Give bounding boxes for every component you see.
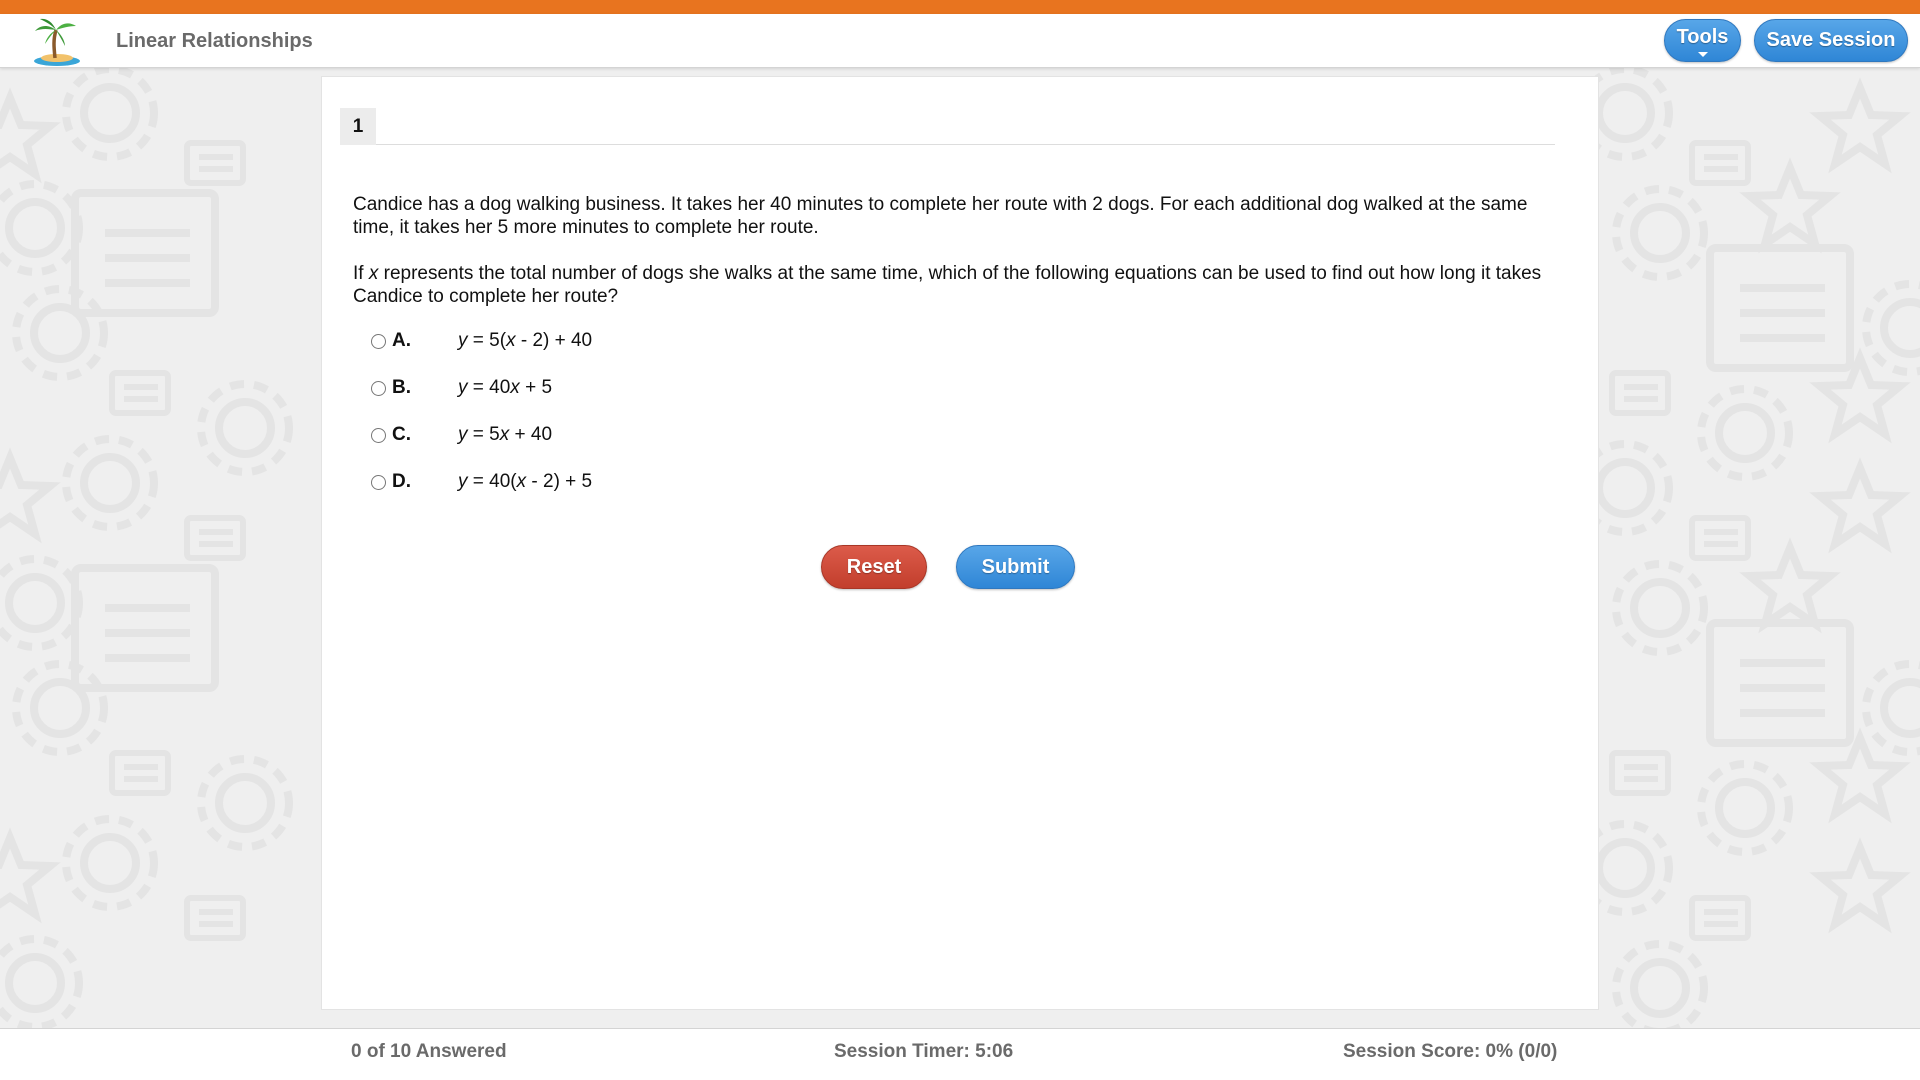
option-b-equation: y = 40x + 5 (458, 377, 553, 398)
option-a[interactable] (371, 330, 771, 377)
reset-button[interactable]: Reset (821, 545, 927, 589)
save-session-button[interactable]: Save Session (1754, 19, 1908, 62)
app-title: Linear Relationships (116, 30, 313, 52)
option-d-letter: D. (392, 471, 411, 492)
status-footer (0, 1028, 1920, 1080)
option-c[interactable] (371, 424, 771, 471)
tools-label: Tools (1676, 26, 1729, 48)
option-d[interactable] (371, 471, 771, 518)
question-paragraph-2: If x represents the total number of dogs she walks at the same time, which of the following equations can be used to find out how long it takes Candice to complete her route? (353, 263, 1542, 307)
tools-button[interactable] (1664, 19, 1741, 62)
answered-count: 0 of 10 Answered (351, 1041, 507, 1062)
session-timer: Session Timer: 5:06 (834, 1041, 1014, 1062)
option-a-radio[interactable] (371, 334, 386, 349)
session-score: Session Score: 0% (0/0) (1343, 1041, 1558, 1062)
option-a-equation: y = 5(x - 2) + 40 (458, 330, 593, 351)
top-accent-stripe (0, 0, 1920, 14)
palm-island-logo-icon (30, 16, 82, 66)
option-c-equation: y = 5x + 40 (458, 424, 553, 445)
option-b-radio[interactable] (371, 381, 386, 396)
question-tab-1[interactable]: 1 (340, 108, 376, 145)
submit-button[interactable]: Submit (956, 545, 1075, 589)
question-card (321, 76, 1599, 1010)
option-b[interactable] (371, 377, 771, 424)
question-text (353, 193, 1543, 331)
question-paragraph-1: Candice has a dog walking business. It takes her 40 minutes to complete her route with 2 dogs. For each additional dog walked at the same time, it takes her 5 more minutes to complete her route. (353, 194, 1528, 238)
option-a-letter: A. (392, 330, 411, 351)
option-b-letter: B. (392, 377, 411, 398)
option-d-radio[interactable] (371, 475, 386, 490)
app-header (0, 14, 1920, 68)
caret-down-icon (1698, 52, 1708, 57)
option-c-letter: C. (392, 424, 411, 445)
option-c-radio[interactable] (371, 428, 386, 443)
question-tab-bar (340, 108, 1555, 145)
answer-options (371, 330, 771, 518)
option-d-equation: y = 40(x - 2) + 5 (458, 471, 593, 492)
